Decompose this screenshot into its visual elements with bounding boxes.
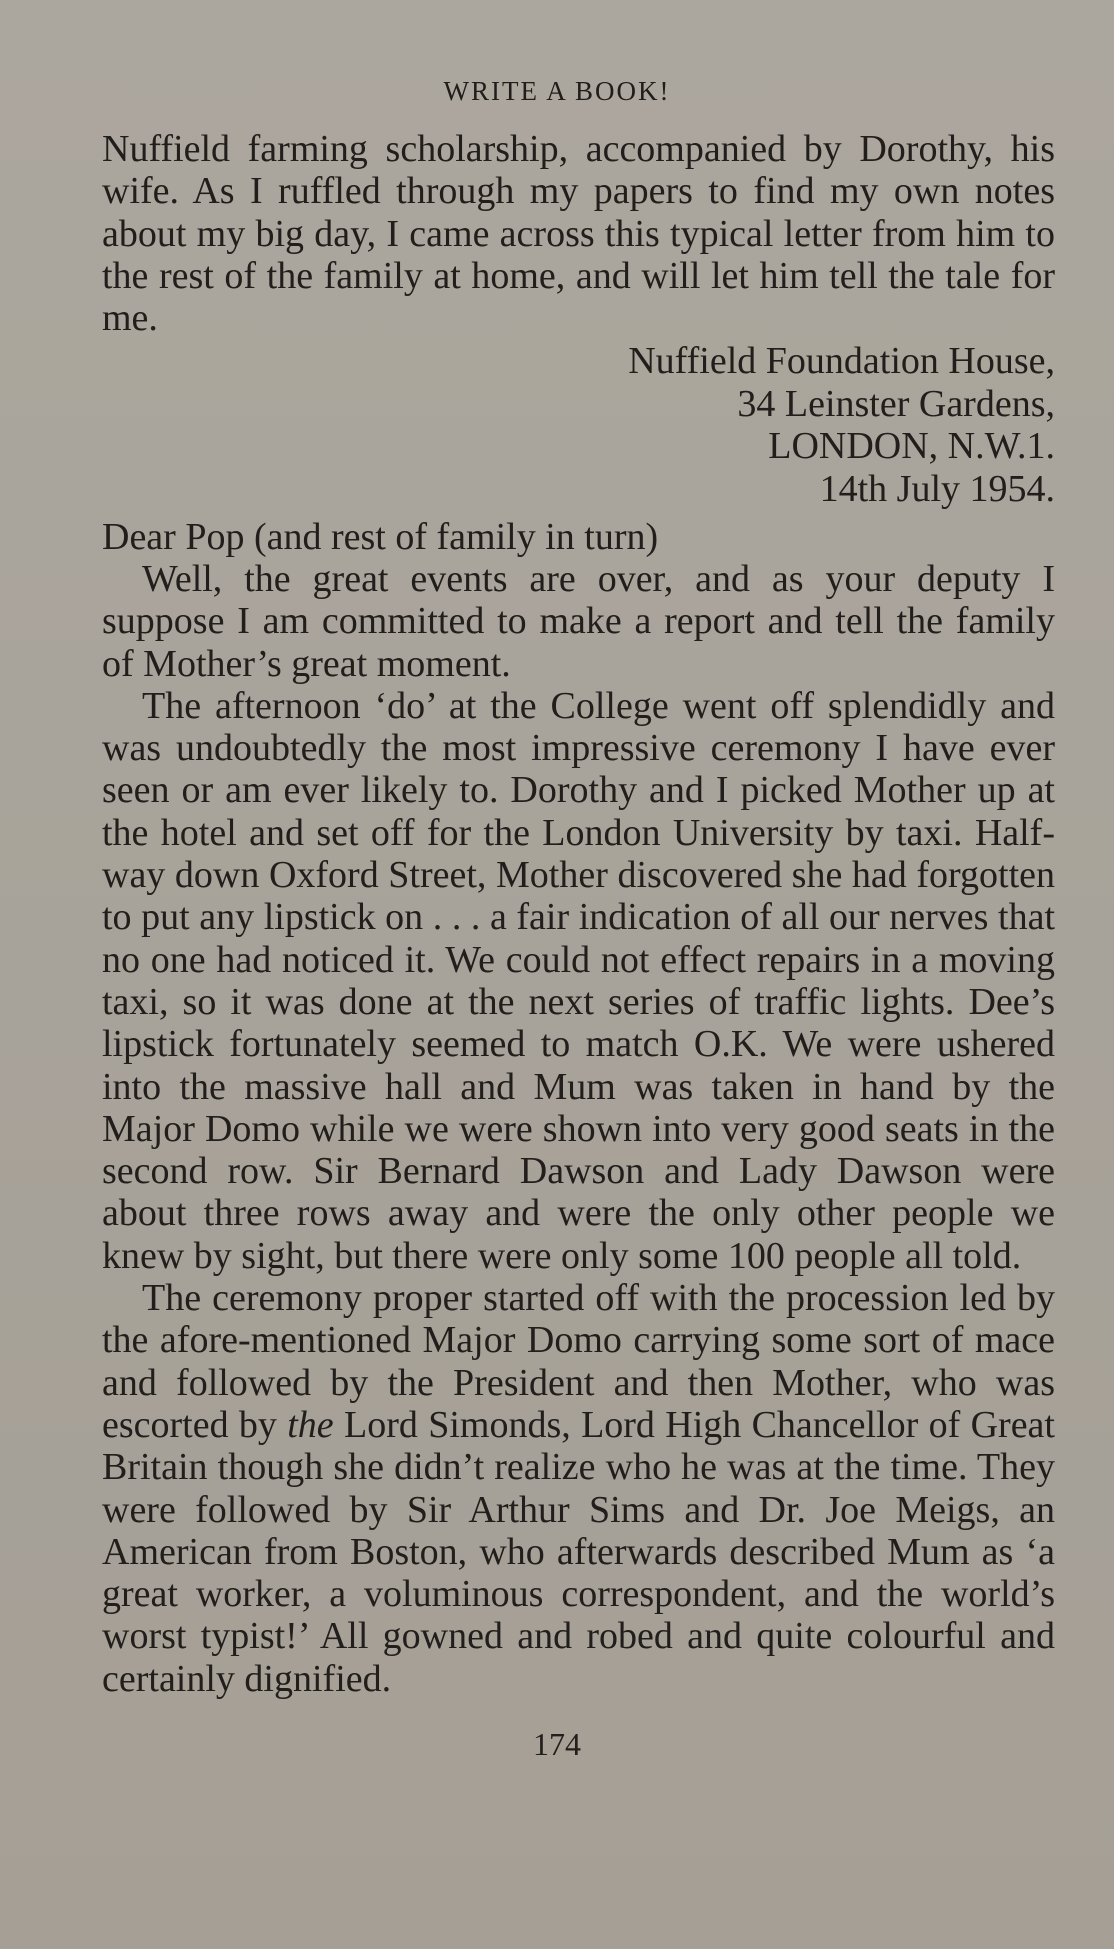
letter-paragraph-3 — [102, 1277, 1055, 1700]
letter-paragraph-2: The afternoon ‘do’ at the College went off splendidly and was undoubtedly the most impressive ceremony I have ever seen or am ever likely to. Dorothy and I picked Mother up at the hotel and set off for the London University by taxi. Half-way down Oxford Street, Mother discovered she had forgotten to put any lipstick on . . . a fair indication of all our nerves that no one had noticed it. We could not effect repairs in a moving taxi, so it was done at the next series of traffic lights. Dee’s lipstick fortunately seemed to match O.K. We were ushered into the massive hall and Mum was taken in hand by the Major Domo while we were shown into very good seats in the second row. Sir Bernard Dawson and Lady Dawson were about three rows away and were the only other people we knew by sight, but there were only some 100 people all told. — [102, 684, 1055, 1277]
address-line-3: LONDON, N.W.1. — [768, 425, 1055, 467]
page-number: 174 — [533, 1726, 581, 1762]
address-line-1: Nuffield Foundation House, — [628, 340, 1055, 382]
running-head: WRITE A BOOK! — [443, 76, 671, 106]
paragraph-3-italic: the — [287, 1403, 334, 1446]
paragraph-3-text-a: The ceremony proper started off with the procession led by the afore-mentioned Major Domo carrying some sort of mace and followed by the President and then Mother, who was escorted by — [102, 1277, 1055, 1446]
intro-paragraph: Nuffield farming scholarship, accompanied by Dorothy, his wife. As I ruffled through my papers to find my own notes about my big day, I came across this typical letter from him to the rest of the family at home, and will let him tell the tale for me. — [102, 128, 1055, 340]
letter-address — [628, 340, 1055, 510]
letter-body — [102, 558, 1055, 1700]
letter-paragraph-1: Well, the great events are over, and as your deputy I suppose I am committed to make a report and tell the family of Mother’s great moment. — [102, 558, 1055, 685]
paragraph-3-text-b: Lord Simonds, Lord High Chancellor of Great Britain though she didn’t realize who he was at the time. They were followed by Sir Arthur Sims and Dr. Joe Meigs, an American from Boston, who afterwards described Mum as ‘a great worker, a voluminous correspondent, and the world’s worst typist!’ All gowned and robed and quite colourful and certainly dignified. — [102, 1403, 1055, 1700]
letter-salutation: Dear Pop (and rest of family in turn) — [102, 516, 659, 558]
letter-date: 14th July 1954. — [819, 467, 1055, 510]
address-line-2: 34 Leinster Gardens, — [737, 382, 1055, 425]
intro-paragraph-block — [102, 128, 1055, 339]
